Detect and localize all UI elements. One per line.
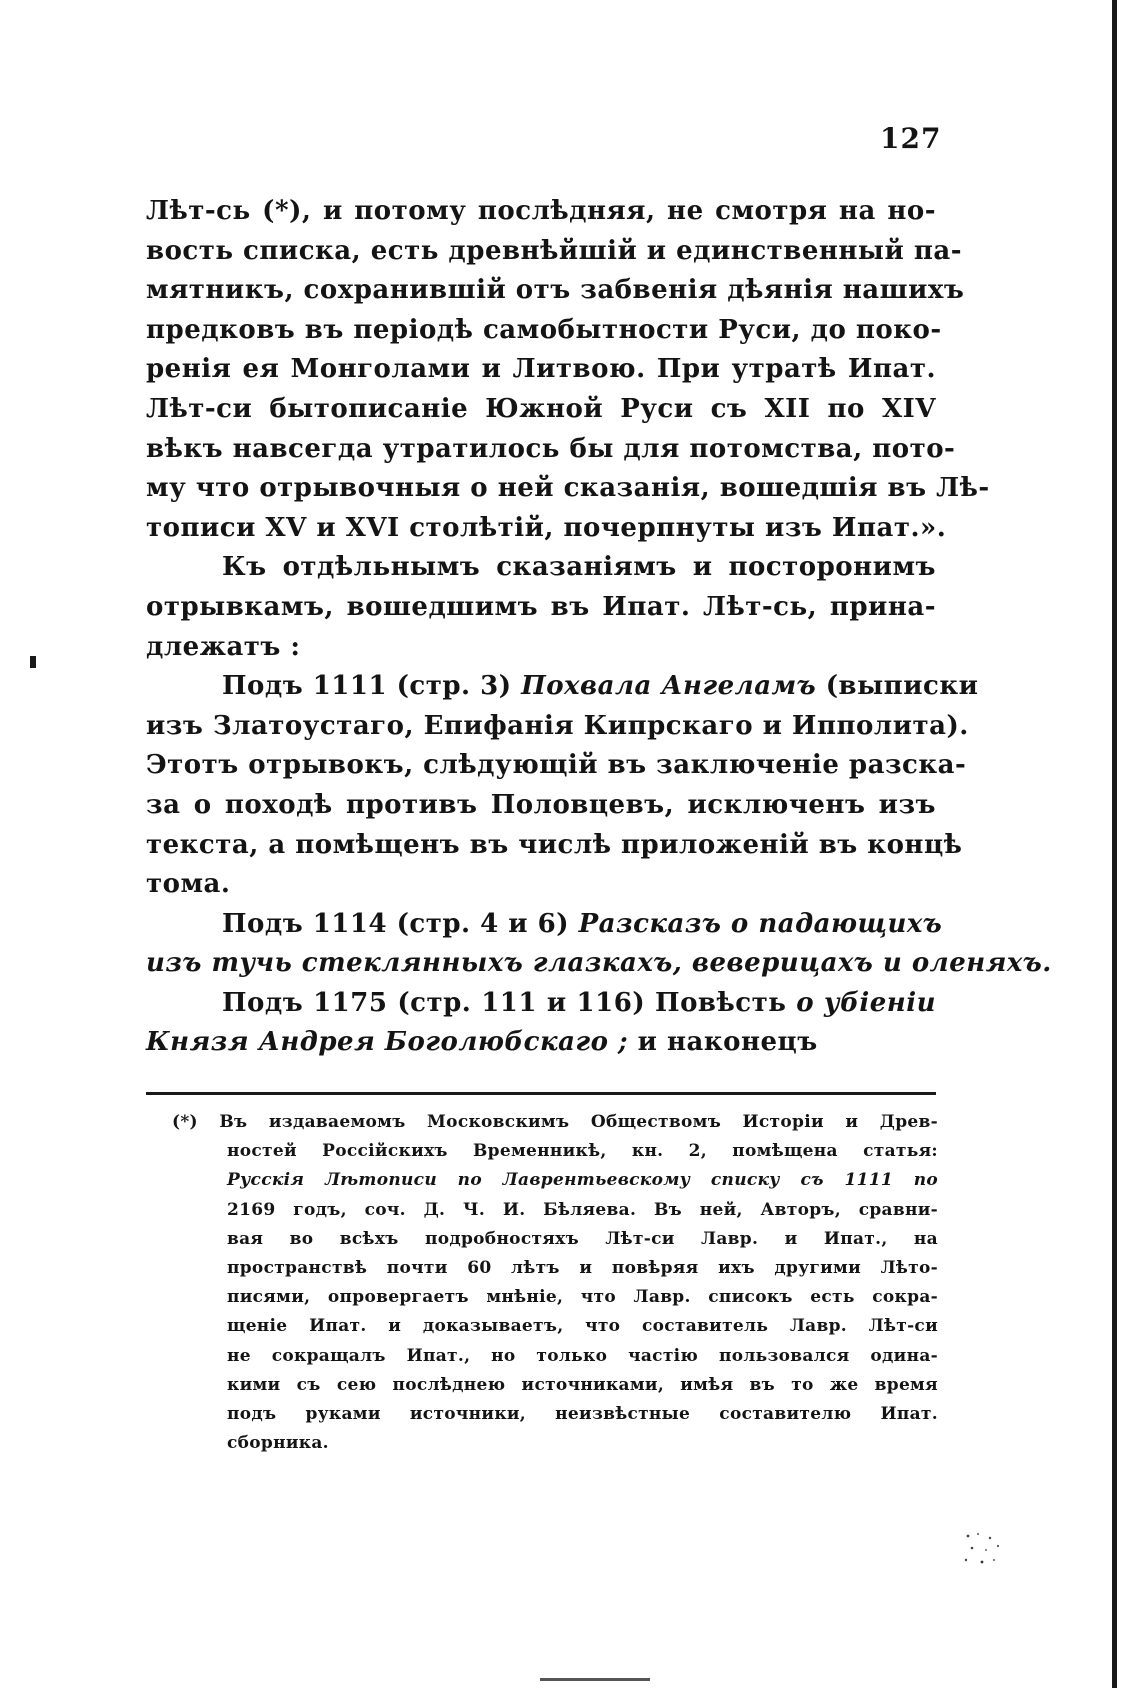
text-line: изъ тучь стеклянныхъ глазкахъ, веверицахъ и оленяхъ.: [146, 948, 1052, 979]
footnote-line: не сокращалъ Ипат., но только частію пользовался одина-: [227, 1345, 938, 1366]
entry-title: Похвала Ангеламъ: [521, 671, 817, 702]
margin-mark: [30, 656, 36, 668]
footnote-line: 2169 годъ, соч. Д. Ч. И. Бѣляева. Въ ней, Авторъ, сравни-: [227, 1199, 938, 1220]
text-line: длежатъ :: [146, 631, 301, 662]
entry-note: (выписки: [825, 671, 979, 702]
text-line: текста, а помѣщенъ въ числѣ приложеній въ концѣ: [146, 829, 963, 860]
text-line: Лѣт-си бытописаніе Южной Руси съ XII по XIV: [146, 393, 936, 424]
footnote: [172, 1108, 938, 1458]
text-line: [146, 984, 936, 1024]
text-line: вѣкъ навсегда утратилось бы для потомства, пото-: [146, 433, 956, 464]
entry-date: Подъ 1111 (стр. 3): [222, 671, 512, 702]
text-line: [146, 905, 943, 945]
text-line: предковъ въ періодѣ самобытности Руси, до поко-: [146, 314, 942, 345]
text-line: [146, 1023, 936, 1063]
text-line: Этотъ отрывокъ, слѣдующій въ заключеніе разска-: [146, 750, 967, 781]
text-line: отрывкамъ, вошедшимъ въ Ипат. Лѣт-сь, прина-: [146, 591, 936, 622]
bottom-edge-mark: [540, 1678, 650, 1681]
footnote-line: щеніе Ипат. и доказываетъ, что составитель Лавр. Лѣт-си: [227, 1316, 938, 1337]
entry-title: Разсказъ о падающихъ: [578, 908, 943, 939]
text-line: Лѣт-сь (*), и потому послѣдняя, не смотря на но-: [146, 196, 936, 226]
text-line: му что отрывочныя о ней сказанія, вошедшія въ Лѣ-: [146, 473, 990, 504]
footnote-line: кими съ сею послѣднею источниками, имѣя въ то же время: [227, 1374, 938, 1395]
text-line: ренія ея Монголами и Литвою. При утратѣ Ипат.: [146, 354, 936, 385]
entry-title: Князя Андрея Боголюбскаго ;: [146, 1027, 629, 1058]
entry-note: и наконецъ: [637, 1027, 818, 1058]
footnote-line: ностей Россійскихъ Временникѣ, кн. 2, помѣщена статья:: [227, 1141, 938, 1162]
text-line: вость списка, есть древнѣйшій и единственный па-: [146, 235, 962, 266]
text-line: за о походѣ противъ Половцевъ, исключенъ изъ: [146, 789, 936, 820]
footnote-divider: [146, 1092, 936, 1095]
footnote-line: вая во всѣхъ подробностяхъ Лѣт-си Лавр. и Ипат., на: [227, 1228, 938, 1249]
footnote-line: (*) Въ издаваемомъ Московскимъ Обществомъ Исторіи и Древ-: [172, 1112, 938, 1132]
text-line: тома.: [146, 869, 231, 900]
text-line: изъ Златоустаго, Епифанія Кипрскаго и Ипполита).: [146, 710, 969, 741]
footnote-line: сборника.: [227, 1433, 329, 1454]
entry-date: Подъ 1175 (стр. 111 и 116) Повѣсть: [222, 987, 787, 1018]
paper-specks: [960, 1530, 1010, 1570]
text-line: мятникъ, сохранившій отъ забвенія дѣянія нашихъ: [146, 275, 965, 306]
text-line: тописи XV и XVI столѣтій, почерпнуты изъ Ипат.».: [146, 512, 947, 543]
text-line: [146, 667, 979, 707]
page-edge-rule: [1112, 0, 1117, 1688]
entry-title: о убіеніи: [796, 987, 937, 1018]
footnote-line: писями, опровергаетъ мнѣніе, что Лавр. списокъ есть сокра-: [227, 1287, 938, 1308]
main-text: [146, 192, 1052, 1063]
footnote-line: Русскія Лѣтописи по Лаврентьевскому списку съ 1111 по: [227, 1170, 938, 1191]
page-number: 127: [880, 122, 942, 155]
text-line: Къ отдѣльнымъ сказаніямъ и посторонимъ: [222, 552, 936, 583]
footnote-line: пространствѣ почти 60 лѣтъ и повѣряя ихъ другими Лѣто-: [227, 1258, 938, 1279]
entry-date: Подъ 1114 (стр. 4 и 6): [222, 908, 570, 939]
footnote-line: подъ руками источники, неизвѣстные составителю Ипат.: [227, 1404, 938, 1425]
